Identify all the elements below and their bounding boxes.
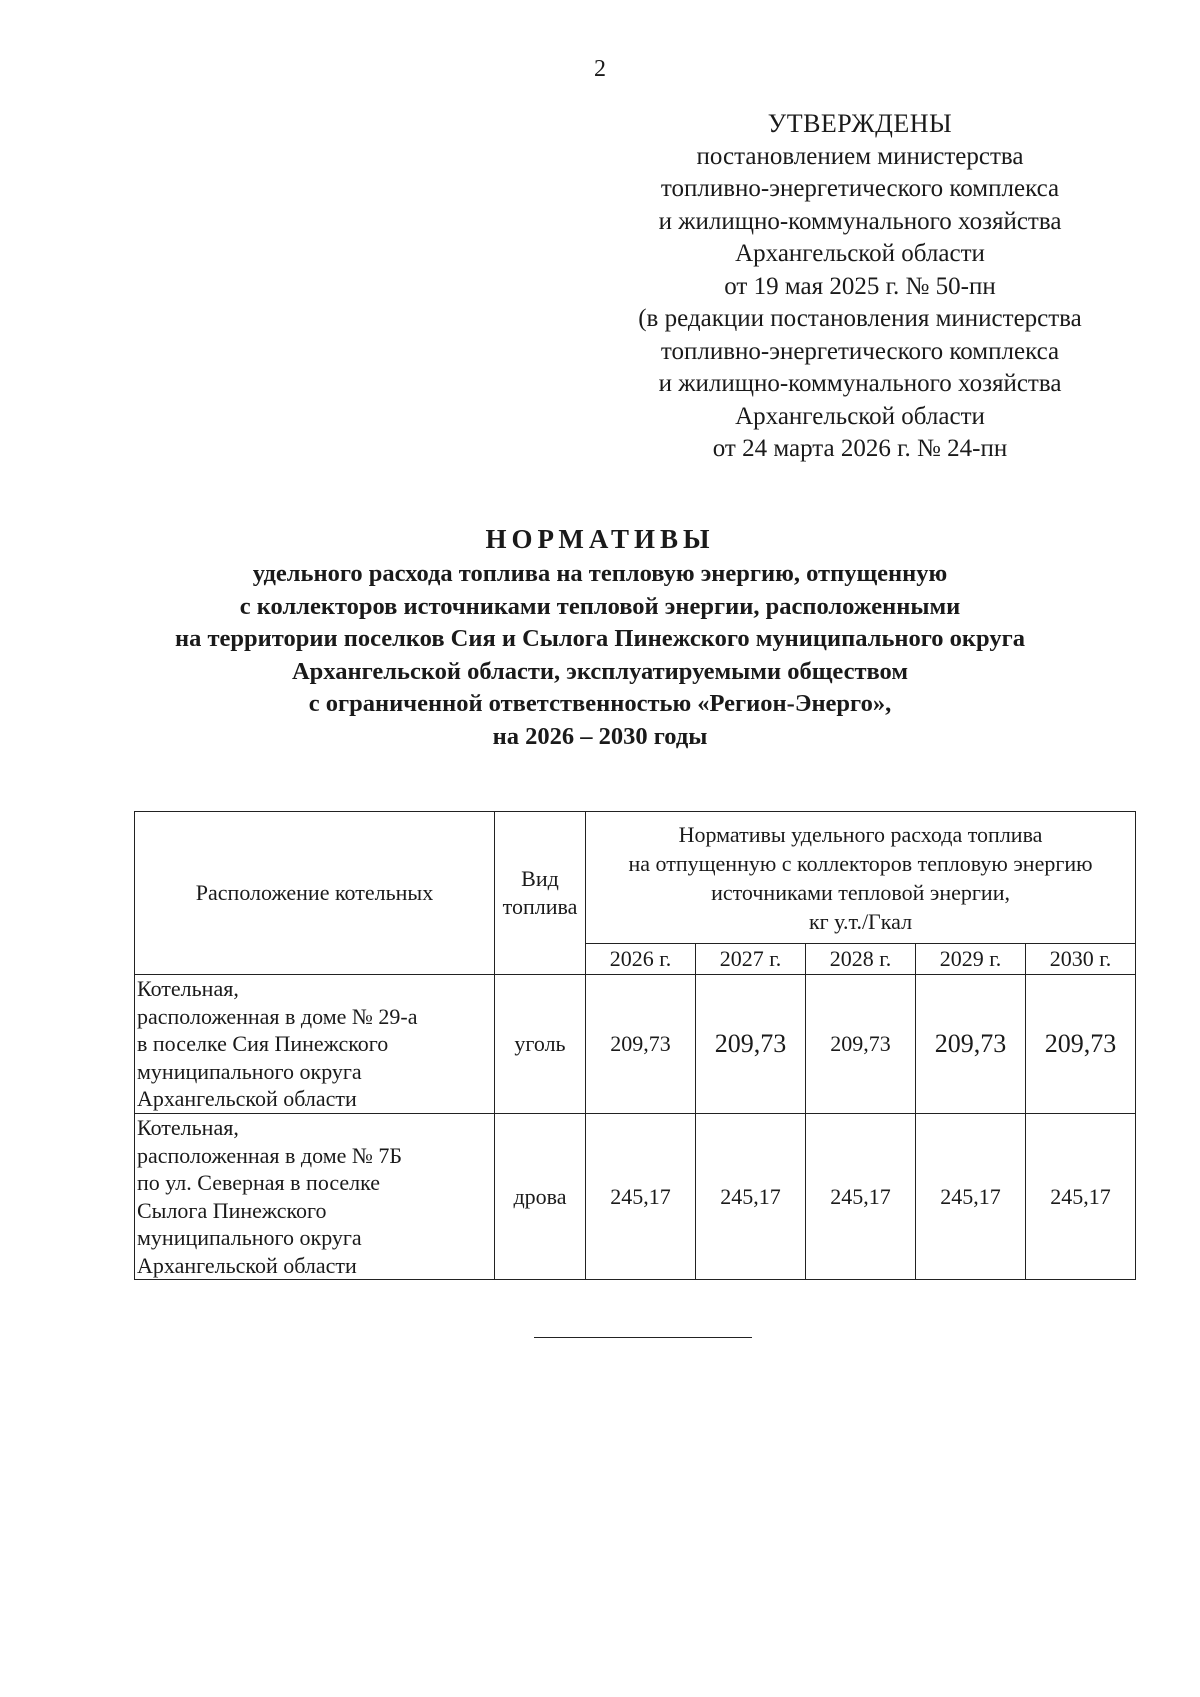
approval-heading: УТВЕРЖДЕНЫ [767, 109, 953, 138]
title-line: Архангельской области, эксплуатируемыми обществом [291, 657, 909, 685]
fuel-cell: уголь [495, 975, 586, 1114]
value-cell: 245,17 [696, 1114, 806, 1280]
approval-line: и жилищно-коммунального хозяйства [658, 207, 1062, 235]
fuel-cell: дрова [495, 1114, 586, 1280]
title-line: удельного расхода топлива на тепловую энергию, отпущенную [252, 560, 948, 587]
value-cell: 245,17 [1026, 1114, 1136, 1280]
header-year: 2027 г. [696, 944, 806, 975]
title-line: с коллекторов источниками тепловой энергии, расположенными [239, 592, 961, 620]
header-fuel-line: Вид [521, 866, 559, 891]
table-row [135, 975, 1136, 1114]
header-norms-line: источниками тепловой энергии, [711, 879, 1010, 905]
value-cell: 209,73 [586, 975, 696, 1114]
value-cell: 209,73 [696, 975, 806, 1114]
header-year: 2030 г. [1026, 944, 1136, 975]
value-cell: 245,17 [916, 1114, 1026, 1280]
location-line: Котельная, [137, 1115, 239, 1140]
location-line: в поселке Сия Пинежского [137, 1031, 389, 1057]
norms-table [134, 811, 1136, 1280]
location-line: Сылога Пинежского [137, 1197, 327, 1223]
title-line: с ограниченной ответственностью «Регион-Энерго», [308, 690, 892, 718]
approval-line: от 19 мая 2025 г. № 50-пн [724, 272, 996, 300]
approval-line: постановлением министерства [696, 142, 1024, 170]
location-line: по ул. Северная в поселке [137, 1170, 381, 1195]
value-cell: 245,17 [586, 1114, 696, 1280]
value-cell: 209,73 [1026, 975, 1136, 1114]
header-year: 2029 г. [916, 944, 1026, 975]
approval-line: топливно-энергетического комплекса [660, 175, 1060, 202]
location-line: Архангельской области [137, 1252, 357, 1278]
value-cell: 209,73 [806, 975, 916, 1114]
location-line: расположенная в доме № 7Б [137, 1142, 403, 1168]
document-title [0, 522, 1200, 754]
approval-block [600, 108, 1120, 466]
header-year: 2028 г. [806, 944, 916, 975]
end-divider [534, 1337, 752, 1338]
title-line: на 2026 – 2030 годы [492, 722, 708, 750]
header-fuel-line: топлива [502, 894, 578, 919]
location-line: муниципального округа [137, 1225, 362, 1250]
table-header-row [135, 812, 1136, 944]
page-number: 2 [594, 56, 606, 82]
value-cell: 209,73 [916, 975, 1026, 1114]
title-line: на территории поселков Сия и Сылога Пинежского муниципального округа [175, 625, 1025, 653]
approval-line: топливно-энергетического комплекса [660, 337, 1060, 365]
location-line: Архангельской области [137, 1086, 357, 1112]
location-cell [135, 975, 495, 1114]
header-location: Расположение котельных [135, 812, 495, 975]
header-norms-line: кг у.т./Гкал [808, 908, 913, 934]
approval-line: и жилищно-коммунального хозяйства [658, 370, 1062, 397]
approval-line: Архангельской области [735, 240, 985, 267]
location-line: расположенная в доме № 29-а [137, 1003, 418, 1029]
location-cell [135, 1114, 495, 1280]
approval-line: от 24 марта 2026 г. № 24-пн [712, 435, 1008, 462]
approval-line: Архангельской области [735, 402, 985, 430]
header-norms [586, 812, 1136, 944]
value-cell: 245,17 [806, 1114, 916, 1280]
header-fuel [495, 812, 586, 975]
approval-line: (в редакции постановления министерства [638, 305, 1082, 332]
location-line: Котельная, [137, 976, 239, 1002]
table-row [135, 1114, 1136, 1280]
location-line: муниципального округа [137, 1058, 362, 1084]
main-title: НОРМАТИВЫ [485, 524, 715, 554]
header-year: 2026 г. [586, 944, 696, 975]
header-norms-line: на отпущенную с коллекторов тепловую энергию [628, 850, 1093, 876]
header-norms-line: Нормативы удельного расхода топлива [678, 821, 1043, 847]
